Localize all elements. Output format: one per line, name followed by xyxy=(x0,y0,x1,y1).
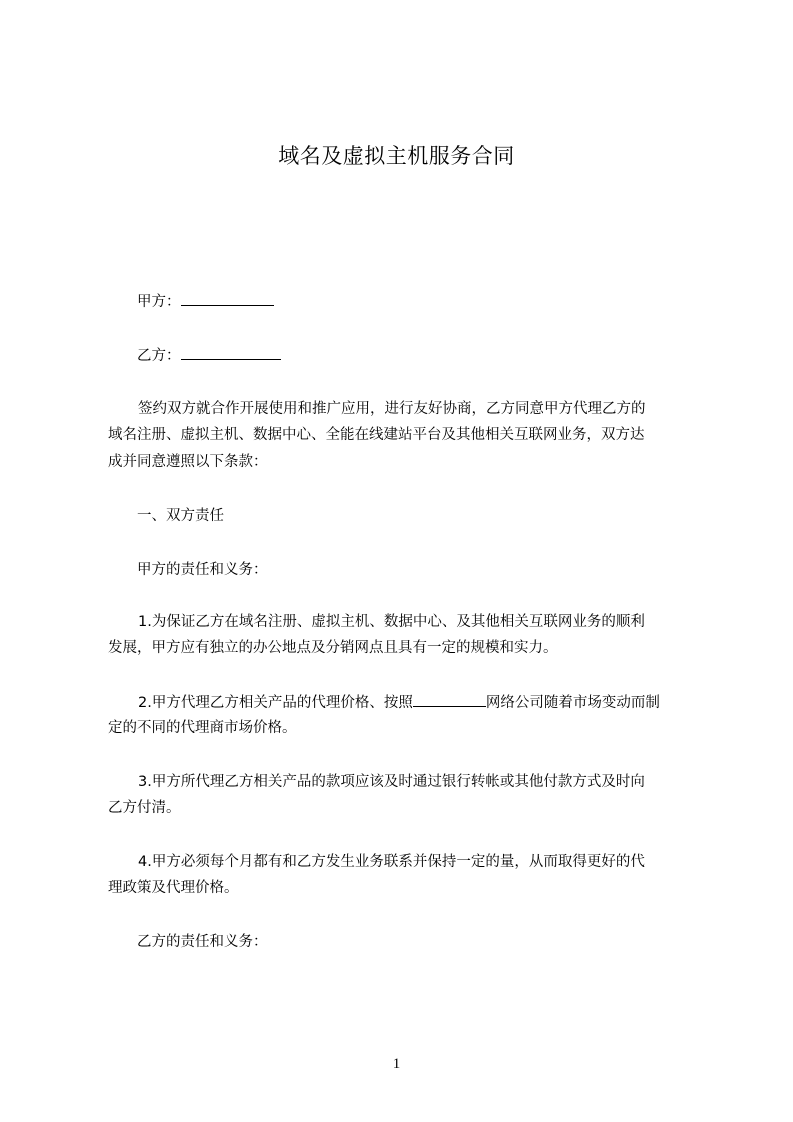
party-b-blank xyxy=(181,345,281,360)
item-2-text-before: 2.甲方代理乙方相关产品的代理价格、按照 xyxy=(138,695,413,711)
section-heading: 一、双方责任 xyxy=(137,508,224,524)
party-a-duties-heading: 甲方的责任和义务： xyxy=(137,562,268,578)
party-a-blank xyxy=(181,291,274,306)
item-3-line-1: 3.甲方所代理乙方相关产品的款项应该及时通过银行转帐或其他付款方式及时向 xyxy=(138,774,645,790)
company-name-blank xyxy=(413,692,486,707)
item-2-line-1 xyxy=(138,692,740,713)
intro-line-2: 域名注册、虚拟主机、数据中心、全能在线建站平台及其他相关互联网业务，双方达 xyxy=(108,427,645,443)
item-2-line-2: 定的不同的代理商市场价格。 xyxy=(108,720,297,736)
party-a-field xyxy=(137,291,739,312)
item-1-line-2: 发展，甲方应有独立的办公地点及分销网点且具有一定的规模和实力。 xyxy=(108,640,558,656)
item-3-line-2: 乙方付清。 xyxy=(108,800,181,816)
intro-line-1: 签约双方就合作开展使用和推广应用，进行友好协商，乙方同意甲方代理乙方的 xyxy=(138,401,646,417)
party-b-duties-heading: 乙方的责任和义务： xyxy=(137,934,268,950)
party-b-field xyxy=(137,345,739,366)
intro-line-3: 成并同意遵照以下条款： xyxy=(108,454,268,470)
party-a-label: 甲方： xyxy=(137,294,181,310)
page-number: 1 xyxy=(392,1056,401,1072)
item-4-line-2: 理政策及代理价格。 xyxy=(108,880,239,896)
item-1-line-1: 1.为保证乙方在域名注册、虚拟主机、数据中心、及其他相关互联网业务的顺利 xyxy=(138,614,645,630)
item-2-text-after: 网络公司随着市场变动而制 xyxy=(485,695,660,711)
document-title: 域名及虚拟主机服务合同 xyxy=(278,144,515,168)
item-4-line-1: 4.甲方必须每个月都有和乙方发生业务联系并保持一定的量，从而取得更好的代 xyxy=(138,854,645,870)
party-b-label: 乙方： xyxy=(137,348,181,364)
